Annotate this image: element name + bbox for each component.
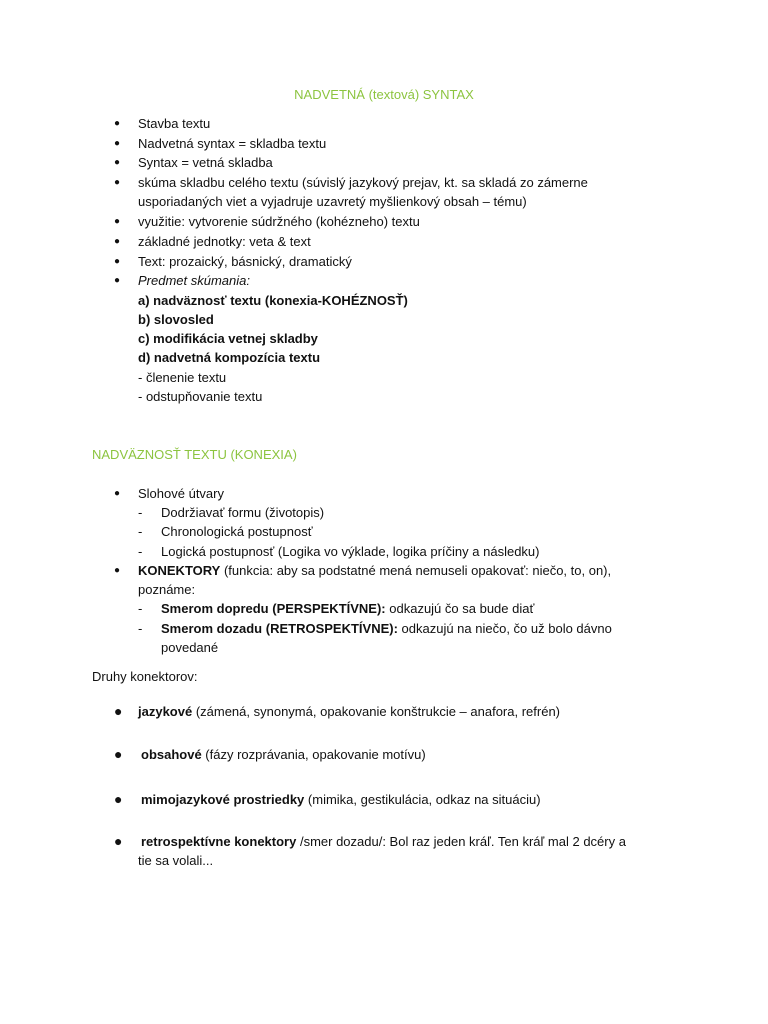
list-item: Slohové útvary [138,486,224,501]
list-item: základné jednotky: veta & text [138,234,311,249]
bullet-icon: ● [114,746,123,762]
subject-item-text: b) slovosled [138,312,214,327]
list-item: skúma skladbu celého textu (súvislý jazykový prejav, kt. sa skladá zo zámerne [138,175,588,190]
druhy-desc: /smer dozadu/: Bol raz jeden kráľ. Ten kráľ mal 2 dcéry a [296,834,626,849]
section-heading: NADVÄZNOSŤ TEXTU (KONEXIA) [92,447,297,462]
sub-item [161,600,534,618]
direction-desc: odkazujú na niečo, čo už bolo dávno [397,621,612,636]
list-item [138,562,611,580]
druhy-term: jazykové [138,704,193,719]
list-item-continuation: poznáme: [138,582,196,597]
druhy-item [141,833,626,851]
sub-item [161,620,612,638]
subject-item [138,292,408,310]
subject-item-text: c) modifikácia vetnej skladby [138,331,318,346]
sub-item: Logická postupnosť (Logika vo výklade, logika príčiny a následku) [161,544,540,559]
druhy-item [141,791,541,809]
druhy-term: retrospektívne konektory [141,834,297,849]
konektory-term: KONEKTORY [138,563,221,578]
subject-item-text: a) nadväznosť textu (konexia-KOHÉZNOSŤ) [138,293,408,308]
list-item: Syntax = vetná skladba [138,155,273,170]
druhy-desc: (zámená, synonymá, opakovanie konštrukcie – anafora, refrén) [192,704,561,719]
subject-item [138,311,214,329]
dash-marker: - [138,505,143,520]
dash-marker: - [138,544,143,559]
sub-item: Chronologická postupnosť [161,524,313,539]
direction-desc: odkazujú čo sa bude diať [385,601,535,616]
subject-item [138,349,320,367]
bullet-icon: ● [114,118,121,129]
bullet-icon: ● [114,488,121,499]
direction-term: Smerom dopredu (PERSPEKTÍVNE): [161,601,386,616]
dash-marker: - [138,601,143,616]
list-item-continuation: usporiadaných viet a vyjadruje uzavretý myšlienkový obsah – tému) [138,194,527,209]
bullet-icon: ● [114,177,121,188]
druhy-item-continuation: tie sa volali... [138,853,214,868]
druhy-desc: (fázy rozprávania, opakovanie motívu) [201,747,426,762]
subject-item [138,330,318,348]
subject-item-text: d) nadvetná kompozícia textu [138,350,321,365]
bullet-icon: ● [114,236,121,247]
subject-subitem: - členenie textu [138,370,227,385]
list-item: využitie: vytvorenie súdržného (kohézneho) textu [138,214,420,229]
dash-marker: - [138,524,143,539]
list-item [138,272,250,290]
direction-term: Smerom dozadu (RETROSPEKTÍVNE): [161,621,398,636]
list-item: Nadvetná syntax = skladba textu [138,136,327,151]
druhy-label: Druhy konektorov: [92,669,198,684]
bullet-icon: ● [114,703,123,719]
bullet-icon: ● [114,138,121,149]
druhy-term: obsahové [141,747,202,762]
bullet-icon: ● [114,157,121,168]
bullet-icon: ● [114,216,121,227]
bullet-icon: ● [114,565,121,576]
bullet-icon: ● [114,833,123,849]
sub-item: Dodržiavať formu (životopis) [161,505,325,520]
bullet-icon: ● [114,256,121,267]
list-item: Text: prozaický, básnický, dramatický [138,254,352,269]
bullet-icon: ● [114,791,123,807]
druhy-term: mimojazykové prostriedky [141,792,305,807]
druhy-item [141,746,426,764]
bullet-icon: ● [114,275,121,286]
konektory-desc: (funkcia: aby sa podstatné mená nemuseli opakovať: niečo, to, on), [220,563,612,578]
subject-subitem: - odstupňovanie textu [138,389,263,404]
document-title: NADVETNÁ (textová) SYNTAX [294,87,474,102]
sub-item-continuation: povedané [161,640,219,655]
subject-label: Predmet skúmania: [138,273,250,288]
list-item: Stavba textu [138,116,211,131]
dash-marker: - [138,621,143,636]
druhy-item [138,703,560,721]
druhy-desc: (mimika, gestikulácia, odkaz na situáciu) [304,792,541,807]
